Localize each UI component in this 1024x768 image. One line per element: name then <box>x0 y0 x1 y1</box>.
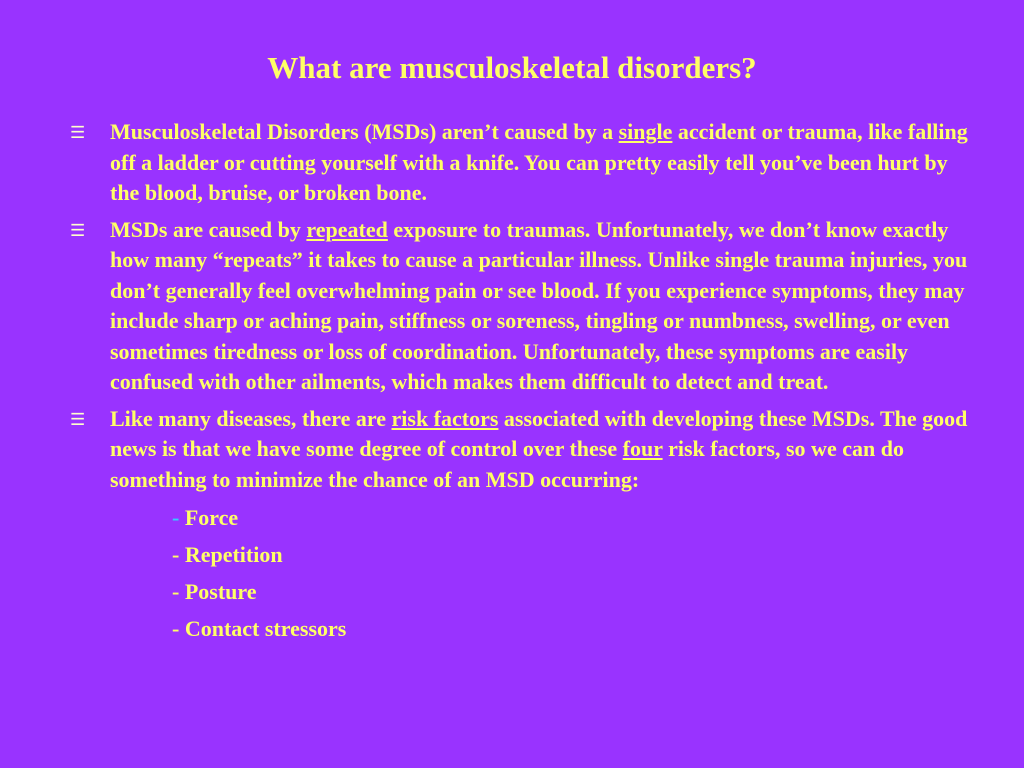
risk-factor-label: Repetition <box>184 542 283 567</box>
bullet-text: Like many diseases, there are <box>110 405 392 431</box>
risk-factor-posture <box>172 573 970 610</box>
bullet-item-repeated-exposure <box>70 215 970 398</box>
risk-factor-label: Contact stressors <box>184 616 347 641</box>
risk-factor-label: Force <box>184 505 239 530</box>
trigram-bullet-icon: ☰ <box>70 220 86 240</box>
bullet-text: accident or trauma, like falling off a ladder or cutting yourself with a knife. You can pretty easily tell you’ve been hurt by the blood, bruise, or broken bone. <box>110 119 968 205</box>
risk-factor-force <box>172 499 970 536</box>
underlined-emphasis: repeated <box>306 216 388 242</box>
trigram-bullet-icon: ☰ <box>70 409 86 429</box>
dash-marker: - <box>172 542 185 567</box>
risk-factor-contact-stressors <box>172 610 970 647</box>
risk-factor-list <box>110 499 970 647</box>
bullet-text: Musculoskeletal Disorders (MSDs) aren’t caused by a <box>110 119 619 144</box>
trigram-bullet-icon: ☰ <box>70 123 86 142</box>
bullet-text: associated with developing these MSDs. The good news is that we have some degree of control over these <box>110 405 968 461</box>
bullet-text: risk factors, so we can do something to minimize the chance of an MSD occurring: <box>110 436 904 492</box>
risk-factor-label: Posture <box>184 579 257 604</box>
bullet-list <box>70 117 970 653</box>
underlined-emphasis: four <box>622 436 663 461</box>
dash-marker: - <box>172 505 185 530</box>
risk-factor-repetition <box>172 536 970 573</box>
bullet-text: MSDs are caused by <box>110 216 307 242</box>
underlined-emphasis: risk factors <box>391 405 499 431</box>
dash-marker: - <box>172 616 185 641</box>
bullet-text: exposure to traumas. Unfortunately, we don’t know exactly how many “repeats” it takes to cause a particular illness. Unlike single trauma injuries, you don’t generally feel overwhelming pain or see blood. If you experience symptoms, they may include sharp or aching pain, stiffness or soreness, tingling or numbness, swelling, or even sometimes tiredness or loss of coordination. Unfortunately, these symptoms are easily confused with other ailments, which makes them difficult to detect and treat. <box>110 216 968 394</box>
underlined-emphasis: single <box>618 119 673 144</box>
dash-marker: - <box>172 579 185 604</box>
slide-title: What are musculoskeletal disorders? <box>267 50 757 85</box>
bullet-item-risk-factors <box>70 404 970 648</box>
bullet-item-single-trauma <box>70 117 970 209</box>
